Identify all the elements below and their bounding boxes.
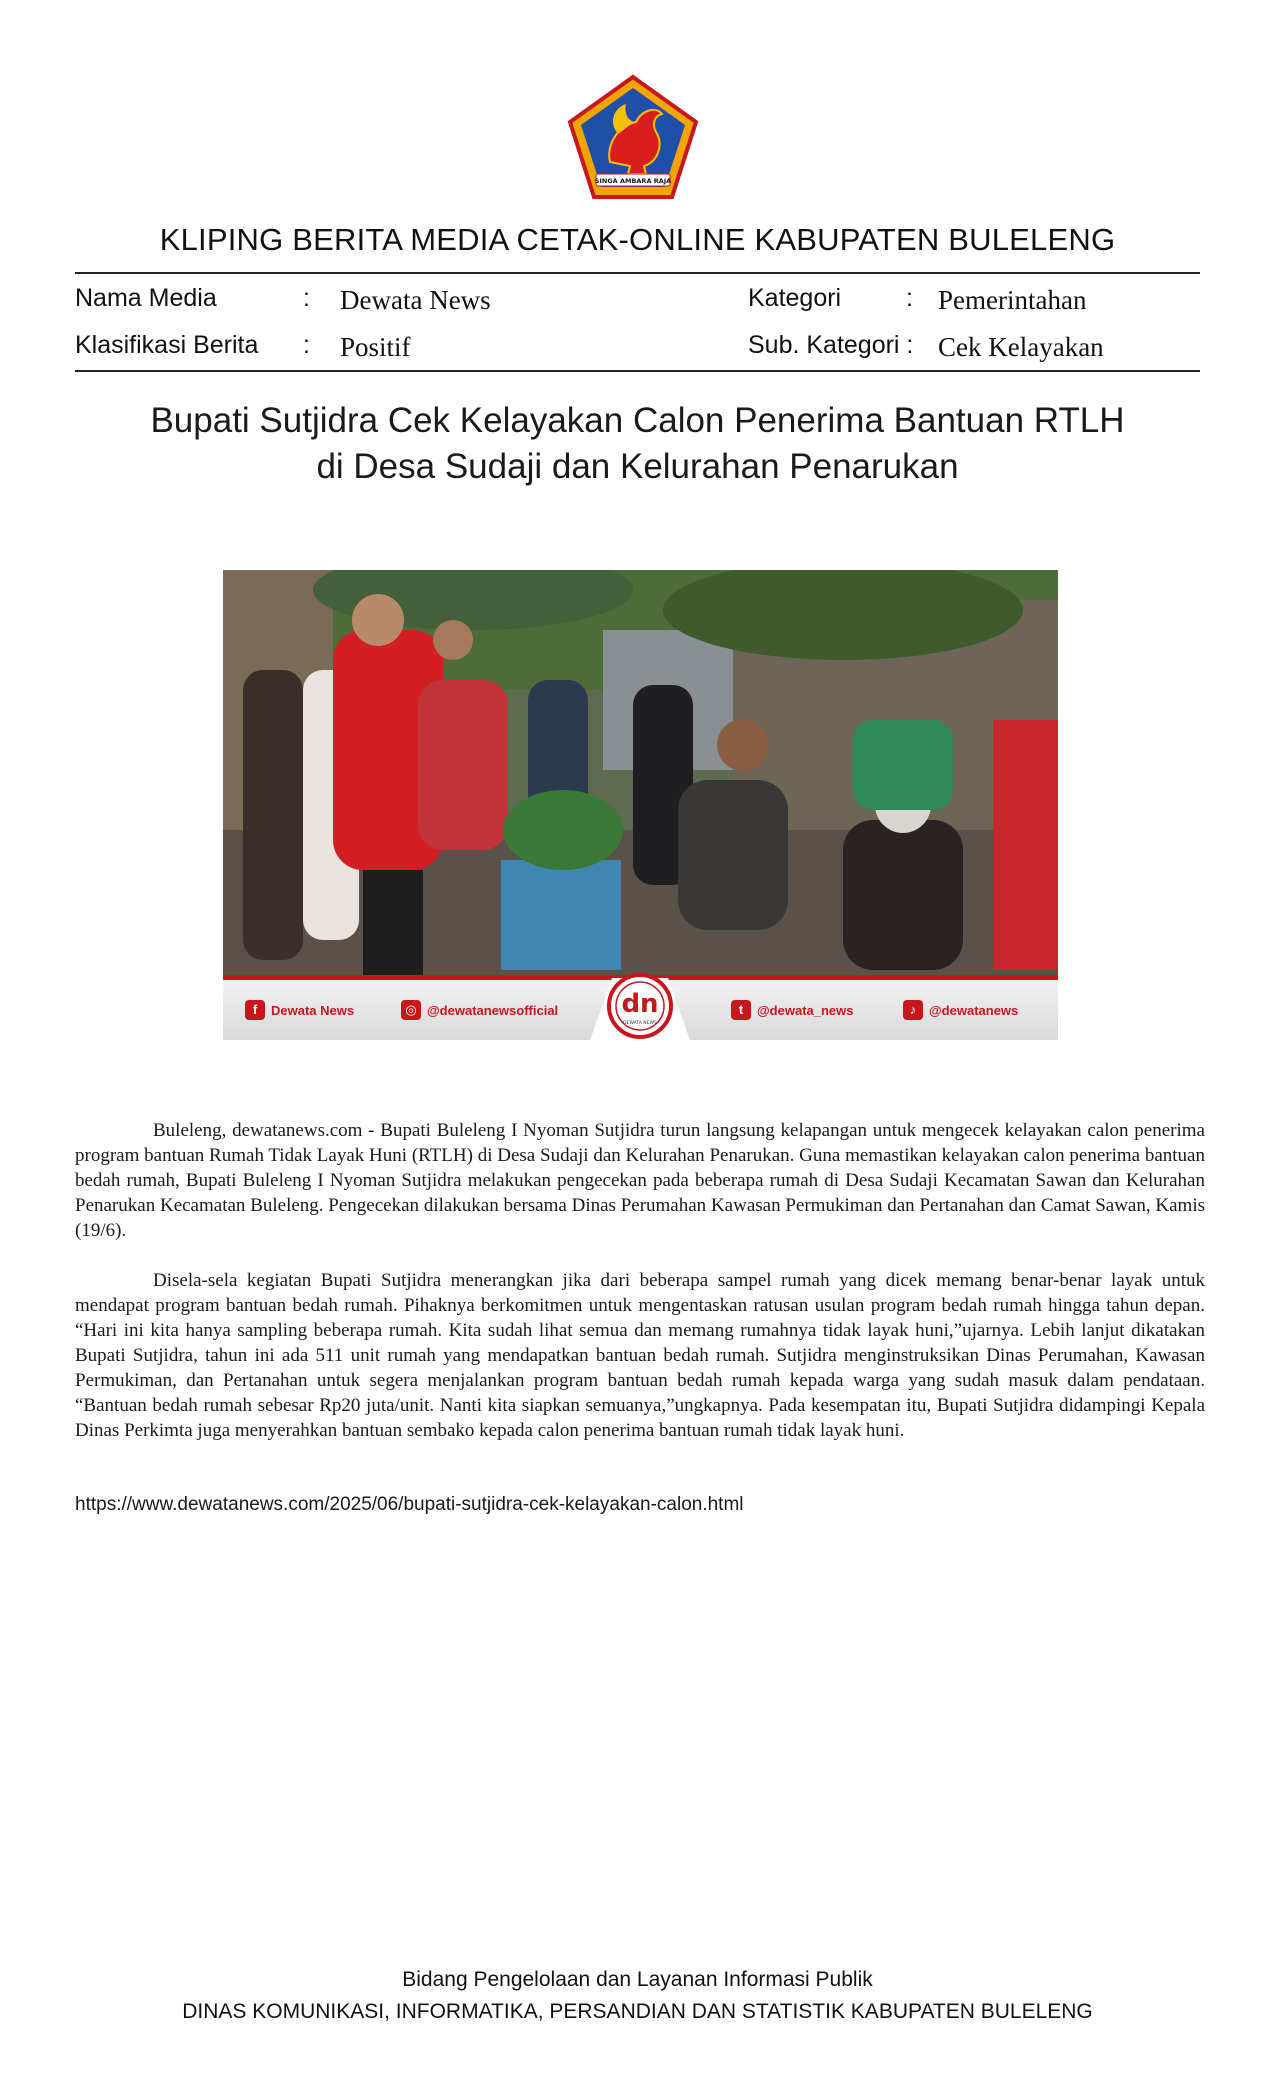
kategori-label: Kategori: [748, 284, 842, 312]
facebook-icon: f: [245, 1000, 265, 1020]
svg-text:dn: dn: [621, 989, 659, 1019]
tiktok-handle: @dewatanews: [929, 1002, 1019, 1018]
article-paragraph-2: Disela-sela kegiatan Bupati Sutjidra menerangkan jika dari beberapa sampel rumah yang dicek memang benar-benar layak untuk mendapat program bantuan bedah rumah. Pihaknya berkomitmen untuk mengentaskan ratusan usulan program bedah rumah hingga tahun depan. “Hari ini kita hanya sampling beberapa rumah. Kita sudah lihat semua dan memang rumahnya tidak layak huni,”ujarnya. Lebih lanjut dikatakan Bupati Sutjidra, tahun ini ada 511 unit rumah yang mendapatkan bantuan bedah rumah. Sutjidra menginstruksikan Dinas Perumahan, Kawasan Permukiman, dan Pertanahan untuk segera menjalankan program bantuan bedah rumah kepada warga yang sudah masuk dalam pendataan. “Bantuan bedah rumah sebesar Rp20 juta/unit. Nanti kita siapkan semuanya,”ungkapnya. Pada kesempatan itu, Bupati Sutjidra didampingi Kepala Dinas Perkimta juga menyerahkan bantuan sembako kepada calon penerima bantuan rumah tidak layak huni.: [75, 1270, 1205, 1441]
headline-line-2: di Desa Sudaji dan Kelurahan Penarukan: [316, 447, 959, 486]
facebook-link: [245, 1000, 354, 1020]
twitter-icon: t: [731, 1000, 751, 1020]
svg-text:DEWATA NEWS: DEWATA NEWS: [623, 1021, 657, 1026]
instagram-handle: @dewatanewsofficial: [427, 1002, 559, 1018]
header-rule-bottom: [75, 370, 1200, 372]
svg-text:SINGA AMBARA RAJA: SINGA AMBARA RAJA: [594, 177, 672, 185]
source-url[interactable]: https://www.dewatanews.com/2025/06/bupati-sutjidra-cek-kelayakan-calon.html: [75, 1494, 744, 1515]
instagram-icon: ◎: [401, 1000, 421, 1020]
photo-scene: [223, 570, 1058, 980]
nama-media-value: Dewata News: [340, 285, 491, 315]
kategori-value: Pemerintahan: [938, 285, 1087, 315]
footer-agency: DINAS KOMUNIKASI, INFORMATIKA, PERSANDIAN DAN STATISTIK KABUPATEN BULELENG: [182, 2000, 1093, 2023]
header-rule-top: [75, 272, 1200, 274]
kategori-separator: :: [906, 284, 913, 312]
sub-kategori-label: Sub. Kategori :: [748, 331, 914, 359]
tiktok-link: [903, 1000, 1018, 1020]
klasifikasi-separator: :: [303, 331, 310, 359]
nama-media-label: Nama Media: [75, 284, 217, 312]
document-title: KLIPING BERITA MEDIA CETAK-ONLINE KABUPATEN BULELENG: [159, 222, 1116, 257]
klasifikasi-label: Klasifikasi Berita: [75, 331, 259, 359]
article-photo: [223, 570, 1058, 1040]
twitter-link: [731, 1000, 854, 1020]
dewata-news-badge: [590, 948, 690, 1040]
article-body: [75, 1118, 1205, 1468]
article-paragraph-1: Buleleng, dewatanews.com - Bupati Buleleng I Nyoman Sutjidra turun langsung kelapangan untuk mengecek kelayakan calon penerima program bantuan Rumah Tidak Layak Huni (RTLH) di Desa Sudaji dan Kelurahan Penarukan. Guna memastikan kelayakan calon penerima bantuan bedah rumah, Bupati Buleleng I Nyoman Sutjidra melakukan pengecekan pada beberapa rumah di Desa Sudaji Kecamatan Sawan dan Kelurahan Penarukan Kecamatan Buleleng. Pengecekan dilakukan bersama Dinas Perumahan Kawasan Permukiman dan Pertanahan dan Camat Sawan, Kamis (19/6).: [75, 1120, 1205, 1241]
instagram-link: [401, 1000, 558, 1020]
tiktok-icon: ♪: [903, 1000, 923, 1020]
facebook-handle: Dewata News: [271, 1002, 355, 1018]
nama-media-separator: :: [303, 284, 310, 312]
article-headline: [0, 398, 1275, 490]
headline-line-1: Bupati Sutjidra Cek Kelayakan Calon Penerima Bantuan RTLH: [150, 401, 1125, 440]
sub-kategori-value: Cek Kelayakan: [938, 332, 1104, 362]
klasifikasi-value: Positif: [340, 332, 411, 362]
footer-division: Bidang Pengelolaan dan Layanan Informasi Publik: [402, 1968, 873, 1991]
twitter-handle: @dewata_news: [757, 1002, 854, 1018]
kabupaten-buleleng-logo: [566, 74, 700, 201]
